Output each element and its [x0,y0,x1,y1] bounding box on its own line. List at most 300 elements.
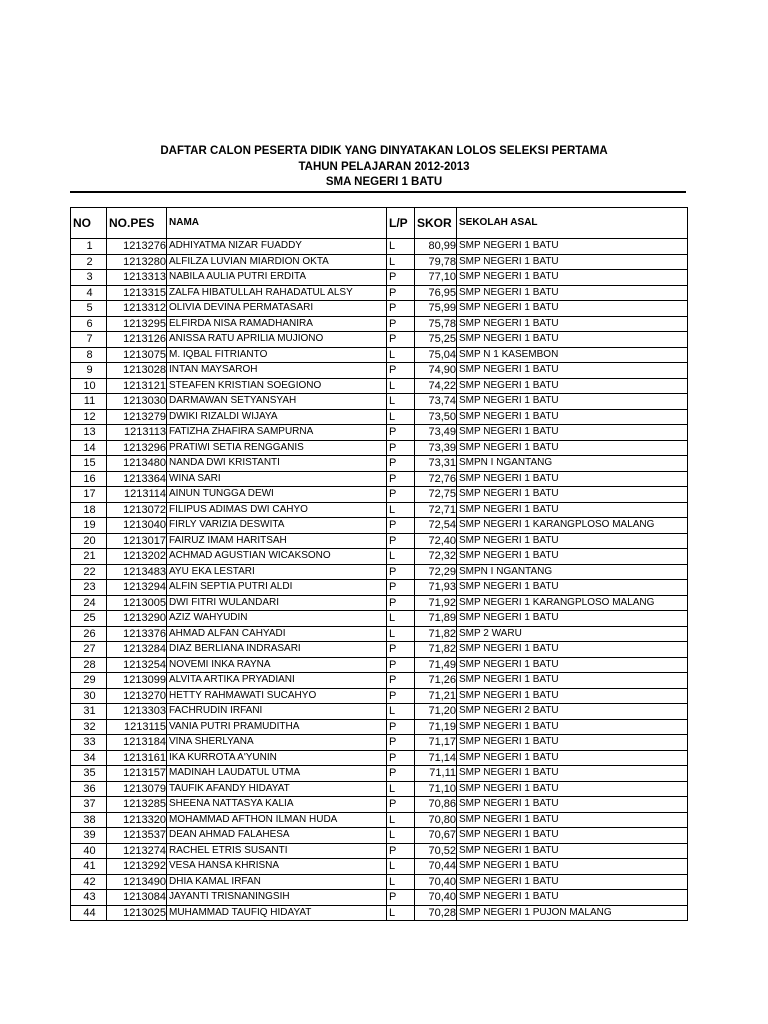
row-nama: SHEENA NATTASYA KALIA [167,797,387,813]
table-row [71,347,688,363]
row-no: 9 [71,363,107,379]
row-skor: 70,80 [415,812,457,828]
row-no: 3 [71,270,107,286]
table-row [71,270,688,286]
row-skor: 73,39 [415,440,457,456]
row-nama: ELFIRDA NISA RAMADHANIRA [167,316,387,332]
row-nopes: 1213184 [107,735,167,751]
row-sekolah-asal: SMP NEGERI 1 BATU [457,301,688,317]
row-lp: P [387,425,415,441]
row-nama: ZALFA HIBATULLAH RAHADATUL ALSY [167,285,387,301]
row-nama: FACHRUDIN IRFANI [167,704,387,720]
row-lp: P [387,564,415,580]
row-lp: L [387,409,415,425]
row-lp: L [387,874,415,890]
row-nopes: 1213376 [107,626,167,642]
row-sekolah-asal: SMP NEGERI 1 BATU [457,316,688,332]
row-lp: P [387,301,415,317]
row-lp: P [387,735,415,751]
table-row [71,735,688,751]
participant-table [70,207,688,921]
row-sekolah-asal: SMP NEGERI 1 BATU [457,440,688,456]
column-header-lp: L/P [387,208,415,239]
row-lp: L [387,549,415,565]
row-sekolah-asal: SMP NEGERI 1 BATU [457,254,688,270]
row-nopes: 1213312 [107,301,167,317]
row-no: 7 [71,332,107,348]
row-nama: NOVEMI INKA RAYNA [167,657,387,673]
row-sekolah-asal: SMP NEGERI 1 BATU [457,611,688,627]
row-skor: 71,89 [415,611,457,627]
row-skor: 71,17 [415,735,457,751]
row-lp: P [387,642,415,658]
row-nama: AYU EKA LESTARI [167,564,387,580]
table-row [71,766,688,782]
row-nopes: 1213202 [107,549,167,565]
row-nopes: 1213099 [107,673,167,689]
row-nama: ADHIYATMA NIZAR FUADDY [167,239,387,255]
table-row [71,394,688,410]
row-no: 11 [71,394,107,410]
row-sekolah-asal: SMP NEGERI 1 BATU [457,719,688,735]
row-sekolah-asal: SMP NEGERI 1 BATU [457,688,688,704]
column-header-nopes: NO.PES [107,208,167,239]
row-nopes: 1213005 [107,595,167,611]
table-row [71,688,688,704]
row-no: 33 [71,735,107,751]
table-row [71,673,688,689]
row-nopes: 1213295 [107,316,167,332]
row-skor: 72,76 [415,471,457,487]
table-row [71,859,688,875]
row-sekolah-asal: SMP NEGERI 1 BATU [457,487,688,503]
row-nama: TAUFIK AFANDY HIDAYAT [167,781,387,797]
row-no: 40 [71,843,107,859]
school-name: SMA NEGERI 1 BATU [325,176,443,188]
row-lp: P [387,533,415,549]
row-nopes: 1213320 [107,812,167,828]
row-no: 14 [71,440,107,456]
row-skor: 70,67 [415,828,457,844]
row-nama: AZIZ WAHYUDIN [167,611,387,627]
row-no: 21 [71,549,107,565]
row-no: 2 [71,254,107,270]
row-no: 23 [71,580,107,596]
table-row [71,812,688,828]
row-nama: WINA SARI [167,471,387,487]
row-lp: L [387,378,415,394]
row-no: 20 [71,533,107,549]
row-sekolah-asal: SMP NEGERI 1 BATU [457,332,688,348]
row-skor: 71,92 [415,595,457,611]
row-nama: RACHEL ETRIS SUSANTI [167,843,387,859]
table-row [71,471,688,487]
row-lp: L [387,254,415,270]
row-nopes: 1213480 [107,456,167,472]
row-skor: 75,99 [415,301,457,317]
row-lp: P [387,580,415,596]
table-row [71,719,688,735]
row-nama: DIAZ BERLIANA INDRASARI [167,642,387,658]
row-nama: FIRLY VARIZIA DESWITA [167,518,387,534]
table-row [71,487,688,503]
row-sekolah-asal: SMP NEGERI 1 BATU [457,657,688,673]
row-sekolah-asal: SMP NEGERI 1 BATU [457,735,688,751]
row-lp: L [387,812,415,828]
row-sekolah-asal: SMP NEGERI 1 BATU [457,549,688,565]
row-no: 6 [71,316,107,332]
row-nama: FAIRUZ IMAM HARITSAH [167,533,387,549]
row-nopes: 1213315 [107,285,167,301]
row-sekolah-asal: SMP NEGERI 1 BATU [457,781,688,797]
row-lp: L [387,502,415,518]
row-nama: STEAFEN KRISTIAN SOEGIONO [167,378,387,394]
row-sekolah-asal: SMP NEGERI 1 BATU [457,394,688,410]
table-row [71,409,688,425]
row-no: 41 [71,859,107,875]
row-no: 43 [71,890,107,906]
row-nama: AINUN TUNGGA DEWI [167,487,387,503]
row-nopes: 1213313 [107,270,167,286]
row-lp: P [387,750,415,766]
row-skor: 72,32 [415,549,457,565]
row-no: 25 [71,611,107,627]
row-sekolah-asal: SMP NEGERI 1 BATU [457,363,688,379]
row-no: 34 [71,750,107,766]
row-nama: AHMAD ALFAN CAHYADI [167,626,387,642]
row-lp: P [387,766,415,782]
row-skor: 73,50 [415,409,457,425]
row-no: 18 [71,502,107,518]
row-lp: P [387,797,415,813]
row-nama: PRATIWI SETIA RENGGANIS [167,440,387,456]
row-nama: VINA SHERLYANA [167,735,387,751]
row-no: 39 [71,828,107,844]
row-lp: P [387,890,415,906]
table-row [71,549,688,565]
row-sekolah-asal: SMP 2 WARU [457,626,688,642]
table-row [71,626,688,642]
row-no: 28 [71,657,107,673]
row-no: 12 [71,409,107,425]
row-lp: L [387,347,415,363]
row-no: 8 [71,347,107,363]
row-skor: 70,44 [415,859,457,875]
row-lp: L [387,611,415,627]
row-no: 30 [71,688,107,704]
row-skor: 71,14 [415,750,457,766]
table-row [71,301,688,317]
row-skor: 70,86 [415,797,457,813]
row-lp: P [387,518,415,534]
table-row [71,611,688,627]
row-lp: P [387,270,415,286]
table-row [71,750,688,766]
table-row [71,332,688,348]
row-sekolah-asal: SMP NEGERI 1 KARANGPLOSO MALANG [457,518,688,534]
row-lp: P [387,673,415,689]
row-no: 22 [71,564,107,580]
row-no: 4 [71,285,107,301]
row-nopes: 1213274 [107,843,167,859]
row-nama: DARMAWAN SETYANSYAH [167,394,387,410]
row-no: 31 [71,704,107,720]
row-nama: VANIA PUTRI PRAMUDITHA [167,719,387,735]
row-skor: 71,82 [415,626,457,642]
row-lp: P [387,456,415,472]
row-nama: IKA KURROTA A'YUNIN [167,750,387,766]
table-row [71,239,688,255]
row-lp: L [387,781,415,797]
row-nopes: 1213157 [107,766,167,782]
row-no: 24 [71,595,107,611]
row-lp: L [387,859,415,875]
row-lp: P [387,440,415,456]
row-skor: 73,31 [415,456,457,472]
row-nopes: 1213040 [107,518,167,534]
row-sekolah-asal: SMP NEGERI 1 BATU [457,471,688,487]
row-sekolah-asal: SMP NEGERI 1 BATU [457,285,688,301]
row-skor: 72,54 [415,518,457,534]
row-nama: MUHAMMAD TAUFIQ HIDAYAT [167,905,387,921]
row-sekolah-asal: SMPN I NGANTANG [457,456,688,472]
row-skor: 70,40 [415,874,457,890]
table-row [71,518,688,534]
row-nopes: 1213113 [107,425,167,441]
row-nopes: 1213025 [107,905,167,921]
row-nopes: 1213075 [107,347,167,363]
row-sekolah-asal: SMP NEGERI 1 BATU [457,239,688,255]
row-lp: P [387,471,415,487]
row-nama: FILIPUS ADIMAS DWI CAHYO [167,502,387,518]
row-lp: P [387,843,415,859]
table-row [71,425,688,441]
row-sekolah-asal: SMP NEGERI 1 BATU [457,843,688,859]
table-row [71,657,688,673]
row-lp: L [387,828,415,844]
row-skor: 75,25 [415,332,457,348]
row-nopes: 1213364 [107,471,167,487]
row-lp: P [387,363,415,379]
row-no: 37 [71,797,107,813]
table-row [71,316,688,332]
table-row [71,533,688,549]
row-lp: L [387,239,415,255]
row-nama: FATIZHA ZHAFIRA SAMPURNA [167,425,387,441]
row-skor: 70,52 [415,843,457,859]
row-nopes: 1213280 [107,254,167,270]
row-sekolah-asal: SMP NEGERI 1 BATU [457,890,688,906]
table-row [71,363,688,379]
row-nopes: 1213084 [107,890,167,906]
row-no: 13 [71,425,107,441]
row-no: 1 [71,239,107,255]
row-no: 35 [71,766,107,782]
row-nopes: 1213017 [107,533,167,549]
row-sekolah-asal: SMP NEGERI 1 BATU [457,673,688,689]
row-nopes: 1213114 [107,487,167,503]
row-sekolah-asal: SMP NEGERI 1 BATU [457,828,688,844]
document-title: DAFTAR CALON PESERTA DIDIK YANG DINYATAKAN LOLOS SELEKSI PERTAMA [160,145,608,157]
table-row [71,564,688,580]
row-sekolah-asal: SMP NEGERI 1 BATU [457,580,688,596]
row-nopes: 1213276 [107,239,167,255]
row-no: 5 [71,301,107,317]
row-skor: 71,49 [415,657,457,673]
row-lp: P [387,719,415,735]
row-no: 19 [71,518,107,534]
row-nama: OLIVIA DEVINA PERMATASARI [167,301,387,317]
row-skor: 80,99 [415,239,457,255]
row-skor: 74,90 [415,363,457,379]
row-nopes: 1213270 [107,688,167,704]
row-nopes: 1213079 [107,781,167,797]
row-nopes: 1213285 [107,797,167,813]
row-nama: DHIA KAMAL IRFAN [167,874,387,890]
table-row [71,595,688,611]
row-skor: 70,28 [415,905,457,921]
row-nopes: 1213294 [107,580,167,596]
table-header-row [71,208,688,239]
row-nopes: 1213161 [107,750,167,766]
row-nopes: 1213290 [107,611,167,627]
row-skor: 71,11 [415,766,457,782]
row-lp: P [387,688,415,704]
row-sekolah-asal: SMP NEGERI 1 BATU [457,766,688,782]
row-lp: P [387,657,415,673]
column-header-nama: NAMA [167,208,387,239]
table-row [71,843,688,859]
row-skor: 71,93 [415,580,457,596]
row-no: 17 [71,487,107,503]
row-nama: VESA HANSA KHRISNA [167,859,387,875]
row-nopes: 1213030 [107,394,167,410]
row-lp: P [387,332,415,348]
row-no: 44 [71,905,107,921]
row-lp: L [387,704,415,720]
row-sekolah-asal: SMP NEGERI 1 BATU [457,797,688,813]
row-sekolah-asal: SMP NEGERI 1 BATU [457,378,688,394]
row-skor: 79,78 [415,254,457,270]
row-no: 42 [71,874,107,890]
table-row [71,440,688,456]
row-skor: 71,21 [415,688,457,704]
row-nama: INTAN MAYSAROH [167,363,387,379]
row-sekolah-asal: SMP NEGERI 1 BATU [457,409,688,425]
row-skor: 72,75 [415,487,457,503]
row-lp: P [387,285,415,301]
row-skor: 71,20 [415,704,457,720]
table-row [71,378,688,394]
row-no: 16 [71,471,107,487]
row-nopes: 1213121 [107,378,167,394]
row-sekolah-asal: SMP NEGERI 1 BATU [457,812,688,828]
row-nama: JAYANTI TRISNANINGSIH [167,890,387,906]
row-nopes: 1213254 [107,657,167,673]
row-sekolah-asal: SMP NEGERI 1 BATU [457,502,688,518]
row-nopes: 1213490 [107,874,167,890]
row-sekolah-asal: SMP NEGERI 1 BATU [457,859,688,875]
row-sekolah-asal: SMP NEGERI 1 BATU [457,750,688,766]
table-row [71,580,688,596]
row-nama: DWI FITRI WULANDARI [167,595,387,611]
table-row [71,502,688,518]
table-row [71,828,688,844]
row-lp: P [387,595,415,611]
row-lp: L [387,394,415,410]
row-skor: 75,04 [415,347,457,363]
row-sekolah-asal: SMP N 1 KASEMBON [457,347,688,363]
row-skor: 72,40 [415,533,457,549]
row-skor: 72,29 [415,564,457,580]
row-nopes: 1213115 [107,719,167,735]
row-nama: MADINAH LAUDATUL UTMA [167,766,387,782]
row-no: 29 [71,673,107,689]
row-skor: 72,71 [415,502,457,518]
row-nama: ANISSA RATU APRILIA MUJIONO [167,332,387,348]
table-row [71,704,688,720]
row-no: 32 [71,719,107,735]
row-skor: 73,74 [415,394,457,410]
row-skor: 73,49 [415,425,457,441]
row-skor: 75,78 [415,316,457,332]
table-row [71,642,688,658]
row-sekolah-asal: SMP NEGERI 1 BATU [457,425,688,441]
row-nama: MOHAMMAD AFTHON ILMAN HUDA [167,812,387,828]
row-skor: 77,10 [415,270,457,286]
table-row [71,254,688,270]
row-nopes: 1213537 [107,828,167,844]
row-nama: HETTY RAHMAWATI SUCAHYO [167,688,387,704]
row-nopes: 1213072 [107,502,167,518]
row-nama: ALVITA ARTIKA PRYADIANI [167,673,387,689]
row-lp: P [387,316,415,332]
row-nama: NABILA AULIA PUTRI ERDITA [167,270,387,286]
row-no: 27 [71,642,107,658]
row-sekolah-asal: SMP NEGERI 1 BATU [457,270,688,286]
row-nopes: 1213296 [107,440,167,456]
row-no: 10 [71,378,107,394]
column-header-skor: SKOR [415,208,457,239]
row-skor: 71,19 [415,719,457,735]
table-row [71,781,688,797]
row-nama: DWIKI RIZALDI WIJAYA [167,409,387,425]
row-sekolah-asal: SMP NEGERI 1 BATU [457,533,688,549]
table-row [71,797,688,813]
table-row [71,890,688,906]
table-row [71,285,688,301]
row-no: 26 [71,626,107,642]
row-sekolah-asal: SMP NEGERI 1 BATU [457,642,688,658]
row-sekolah-asal: SMPN I NGANTANG [457,564,688,580]
row-skor: 76,95 [415,285,457,301]
row-lp: P [387,487,415,503]
row-no: 15 [71,456,107,472]
row-skor: 74,22 [415,378,457,394]
row-nama: NANDA DWI KRISTANTI [167,456,387,472]
row-lp: L [387,905,415,921]
column-header-no: NO [71,208,107,239]
row-nopes: 1213284 [107,642,167,658]
row-no: 36 [71,781,107,797]
row-nopes: 1213483 [107,564,167,580]
row-skor: 71,26 [415,673,457,689]
table-row [71,874,688,890]
row-nama: ALFILZA LUVIAN MIARDION OKTA [167,254,387,270]
academic-year: TAHUN PELAJARAN 2012-2013 [298,160,470,173]
row-nama: ALFIN SEPTIA PUTRI ALDI [167,580,387,596]
row-nopes: 1213028 [107,363,167,379]
